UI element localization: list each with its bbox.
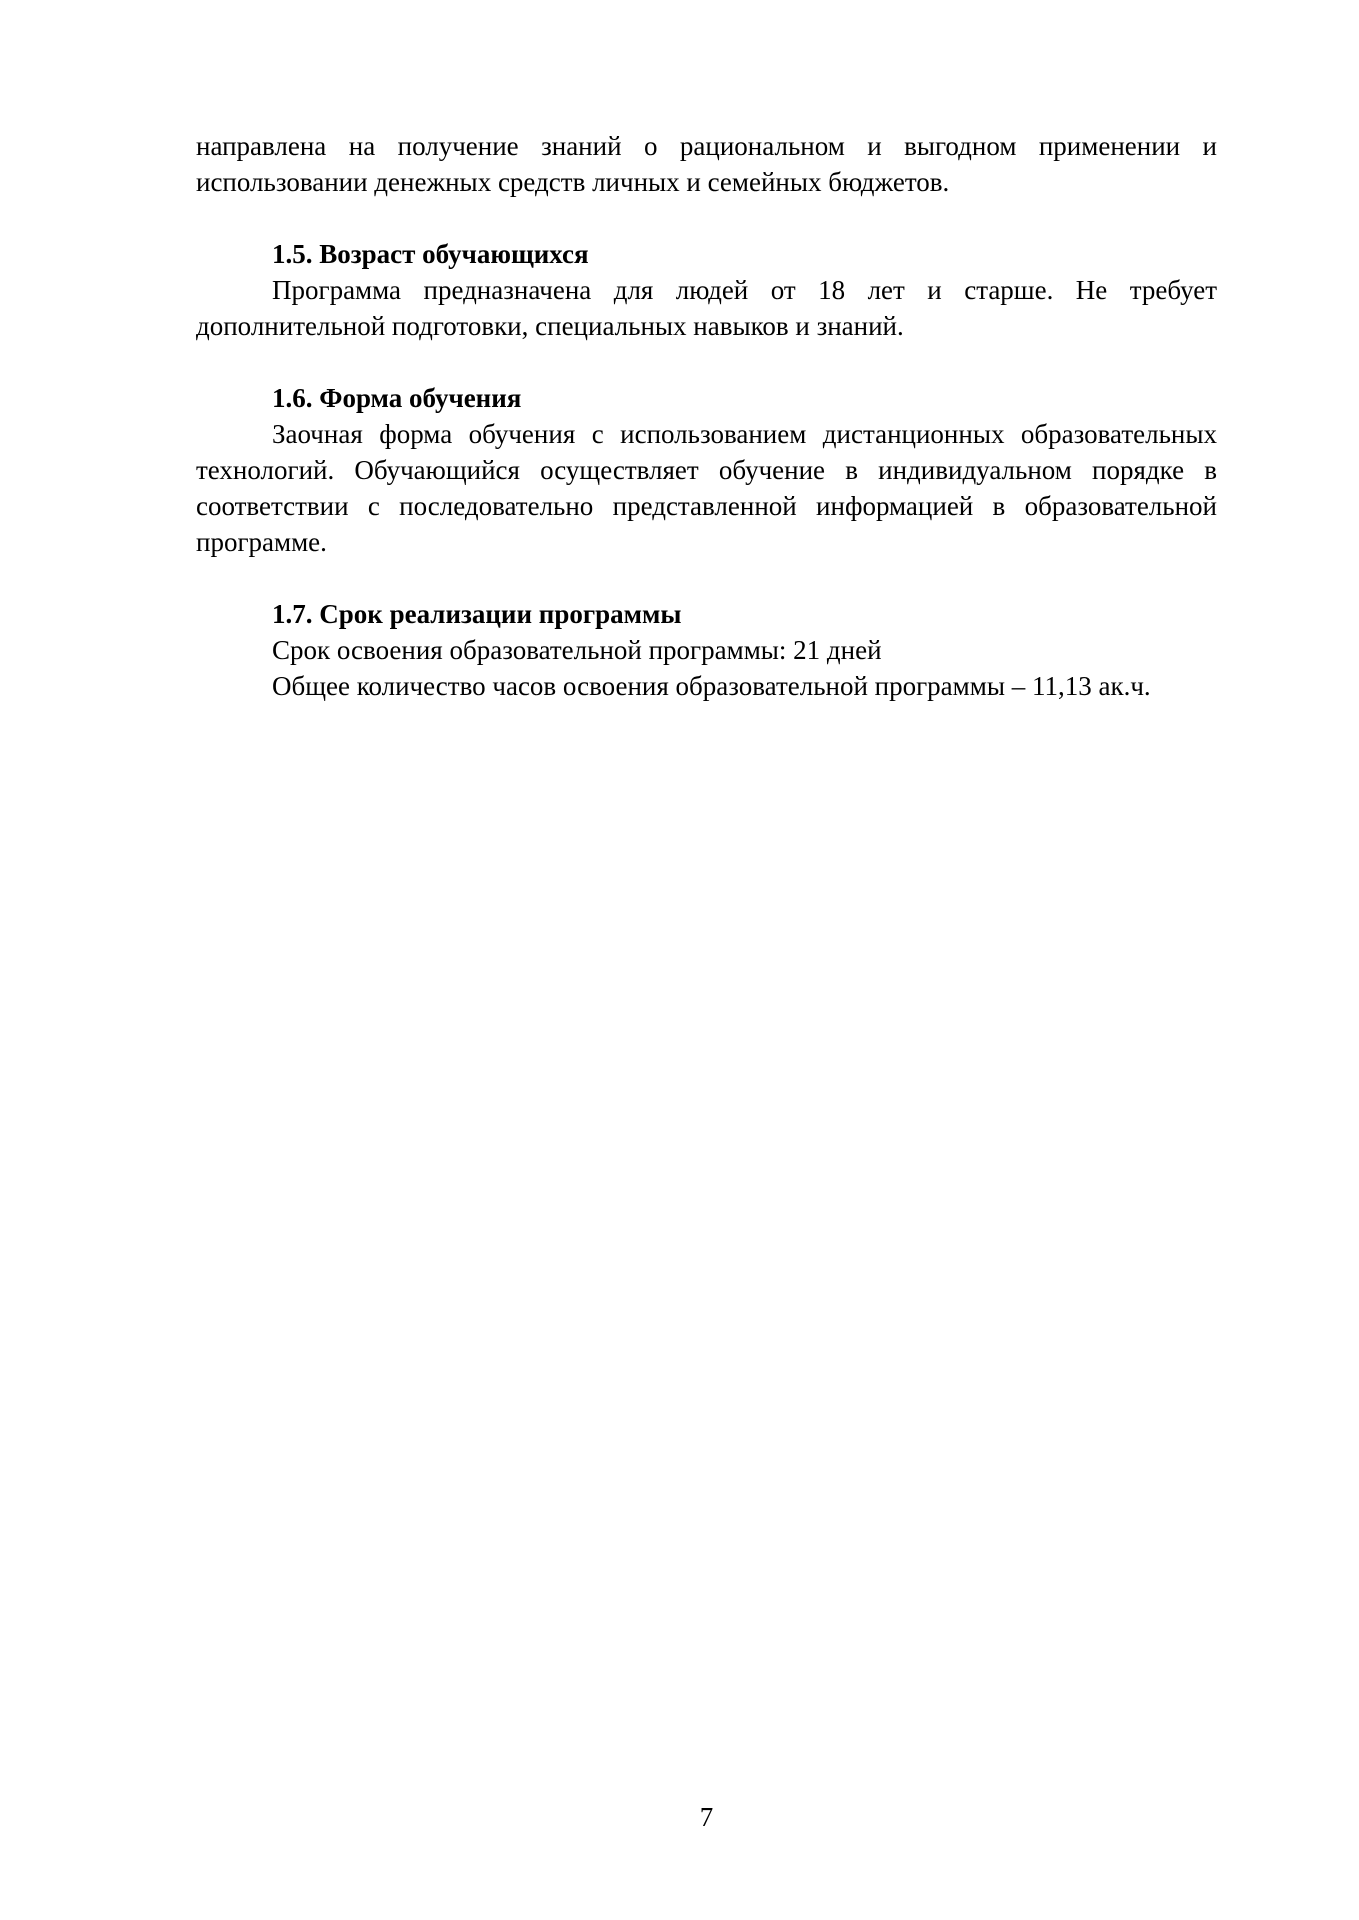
section-1-7-duration-line: Срок освоения образовательной программы: 21 дней	[272, 635, 882, 665]
section-1-5-heading: 1.5. Возраст обучающихся	[272, 239, 589, 269]
section-1-7	[196, 596, 1217, 704]
section-1-6	[196, 380, 1217, 560]
section-1-5-paragraph: Программа предназначена для людей от 18 лет и старше. Не требует дополнительной подготовки, специальных навыков и знаний.	[196, 275, 1217, 341]
section-1-7-heading: 1.7. Срок реализации программы	[272, 599, 682, 629]
section-1-6-heading: 1.6. Форма обучения	[272, 383, 522, 413]
section-1-6-paragraph: Заочная форма обучения с использованием дистанционных образовательных технологий. Обучающийся осуществляет обучение в индивидуальном порядке в соответствии с последовательно представленной информацией в образовательной программе.	[196, 419, 1217, 557]
page-number: 7	[699, 1802, 714, 1832]
section-1-7-hours-line: Общее количество часов освоения образовательной программы – 11,13 ак.ч.	[272, 671, 1151, 701]
document-content	[196, 128, 1217, 704]
continuation-paragraph: направлена на получение знаний о рациональном и выгодном применении и использовании денежных средств личных и семейных бюджетов.	[196, 131, 1217, 197]
section-1-5	[196, 236, 1217, 344]
